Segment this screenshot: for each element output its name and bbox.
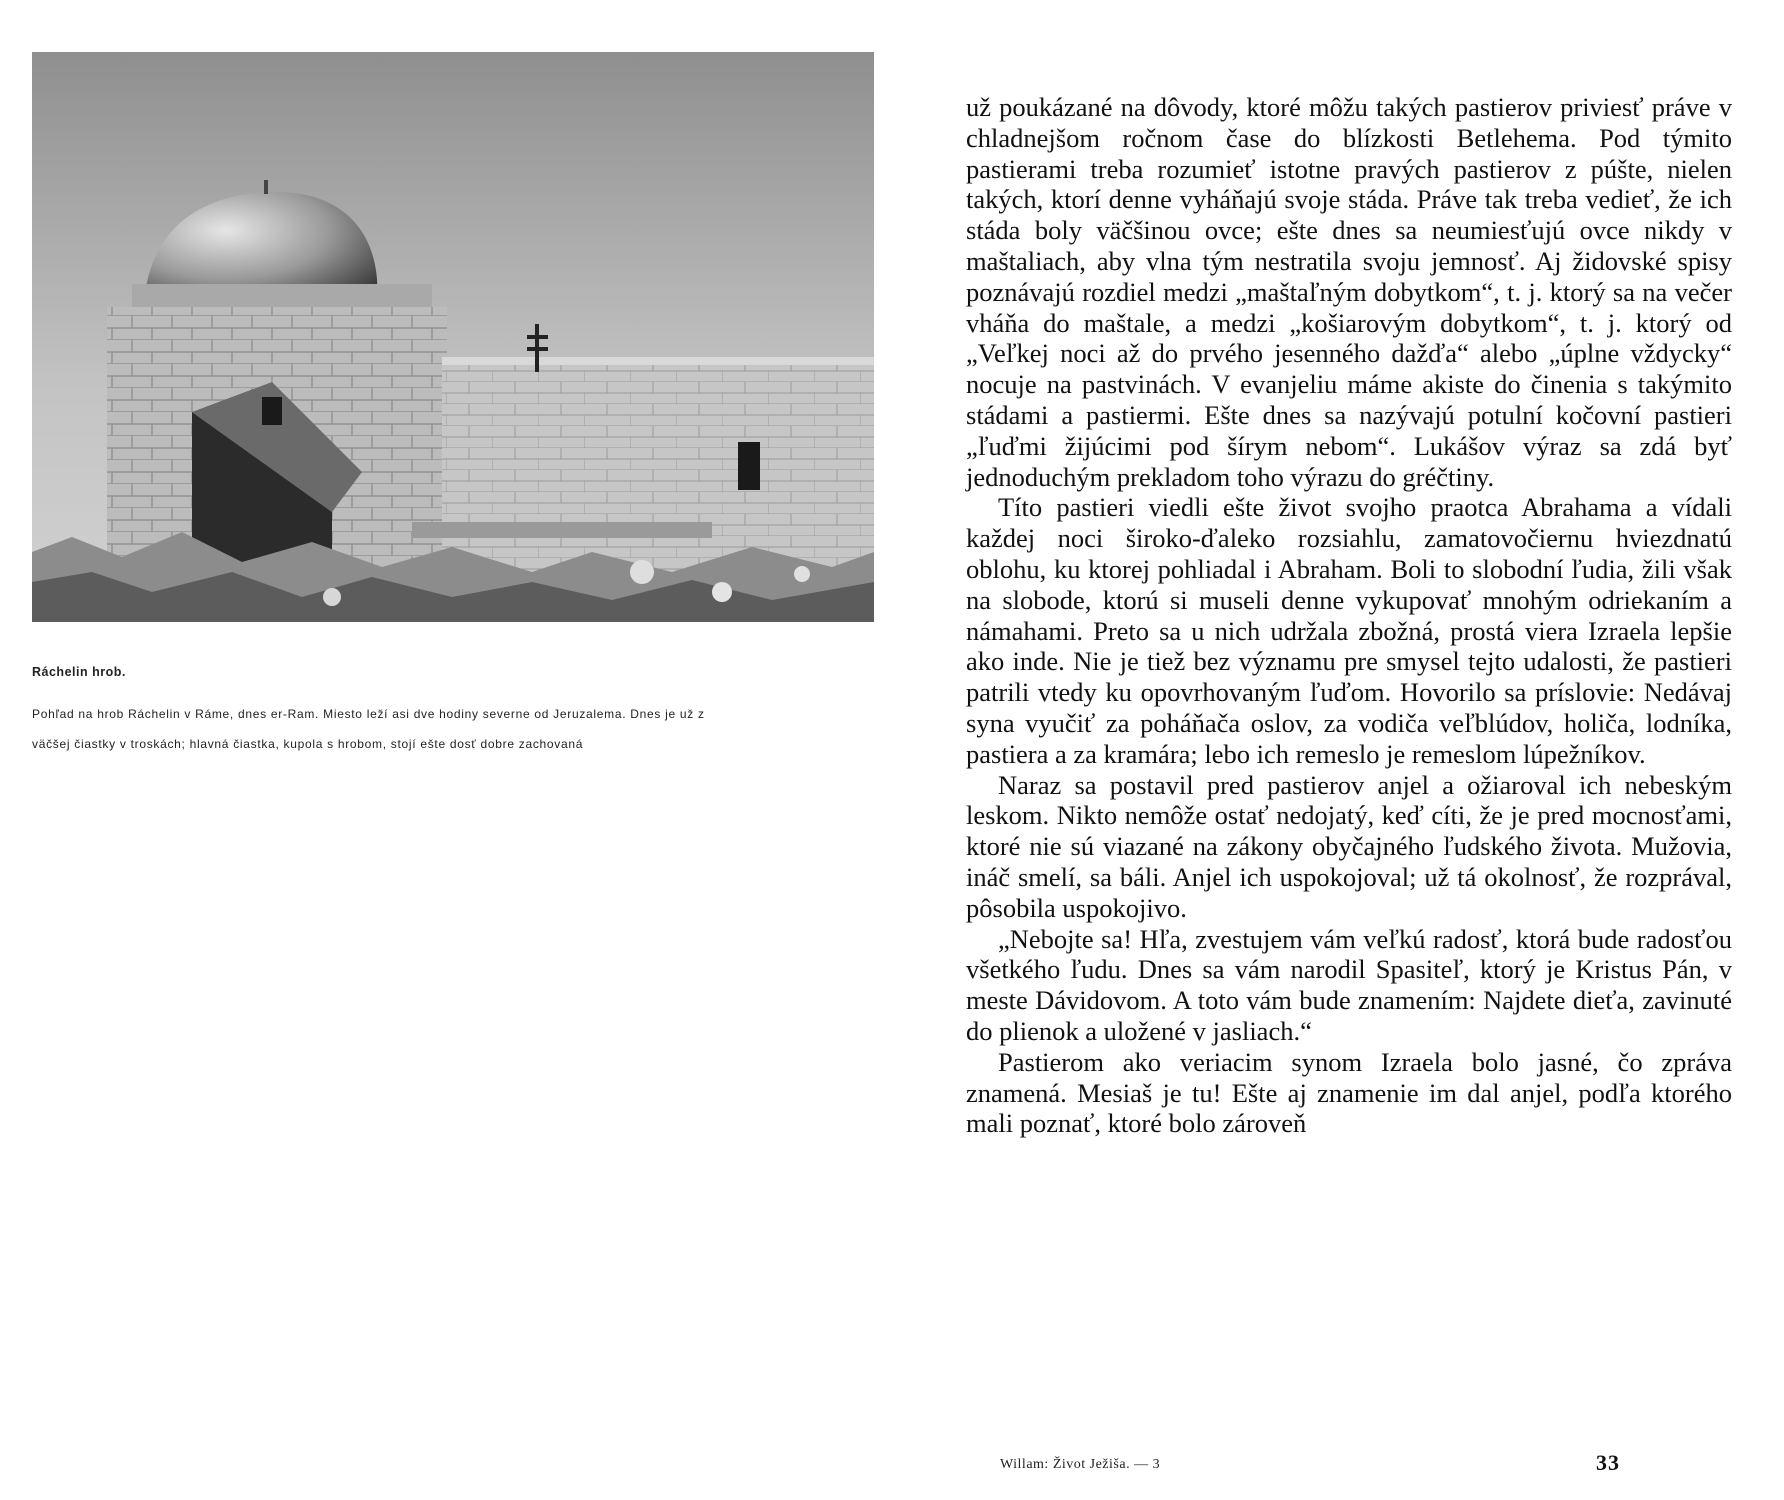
paragraph: „Nebojte sa! Hľa, zvestujem vám veľkú radosť, ktorá bude radosťou všetkého ľudu. Dnes sa vám narodil Spasiteľ, ktorý je Kristus Pán, v meste Dávidovom. A toto vám bude znamením: Najdete dieťa, zavinuté do plienok a uložené v jasliach.“ (966, 923, 1732, 1046)
paragraph: Naraz sa postavil pred pastierov anjel a ožiaroval ich nebeským leskom. Nikto nemôže ostať nedojatý, keď cíti, že je pred mocnosťami, ktoré nie sú viazané na zákony obyčajného ľudského života. Mužovia, ináč smelí, sa báli. Anjel ich uspokojoval; už tá okolnosť, že rozprával, pôsobila uspokojivo. (966, 769, 1732, 923)
main-text-column (966, 92, 1732, 1139)
page-number: 33 (1596, 1450, 1620, 1475)
photo-caption (32, 665, 722, 759)
caption-body: Pohľad na hrob Ráchelin v Ráme, dnes er-Ram. Miesto leží asi dve hodiny severne od Jeruzalema. Dnes je už z väčšej čiastky v troskách; hlavná čiastka, kupola s hrobom, stojí ešte dosť dobre zachovaná (32, 707, 705, 751)
paragraph: už poukázané na dôvody, ktoré môžu takých pastierov priviesť práve v chladnejšom ročnom čase do blízkosti Betlehema. Pod týmito pastierami treba rozumieť istotne pravých pastierov z púšte, nielen takých, ktorí denne vyháňajú svoje stáda. Práve tak treba vedieť, že ich stáda boly väčšinou ovce; ešte dnes sa neumiesťujú ovce nikdy v maštaliach, aby vlna tým nestratila svoju jemnosť. Aj židovské spisy poznávajú rozdiel medzi „maštaľným dobytkom“, t. j. ktorý sa na večer vháňa do maštale, a medzi „košiarovým dobytkom“, t. j. ktorý od „Veľkej noci až do prvého jesenného dažďa“ alebo „úplne vždycky“ nocuje na pastvinách. V evanjeliu máme akiste do činenia s takýmito stádami a pastiermi. Ešte dnes sa nazývajú potulní kočovní pastieri „ľuďmi žijúcimi pod šírym nebom“. Lukášov výraz sa zdá byť jednoduchým prekladom toho výrazu do gréčtiny. (966, 92, 1732, 492)
caption-title: Ráchelin hrob. (32, 665, 126, 679)
paragraph: Pastierom ako veriacim synom Izraela bolo jasné, čo zpráva znamená. Mesiaš je tu! Ešte aj znamenie im dal anjel, podľa ktorého mali poznať, ktoré bolo zároveň (966, 1046, 1732, 1139)
paragraph: Títo pastieri viedli ešte život svojho praotca Abrahama a vídali každej noci široko-ďaleko rozsiahlu, zamatovočiernu hviezdnatú oblohu, ku ktorej pohliadal i Abraham. Boli to slobodní ľudia, žili však na slobode, ktorú si museli denne vykupovať mnohým odriekaním a námahami. Preto sa u nich udržala zbožná, prostá viera Izraela lepšie ako inde. Nie je tiež bez významu pre smysel tejto udalosti, že pastieri patrili vtedy ku opovrhovaným ľuďom. Hovorilo sa príslovie: Nedávaj syna vyučiť za poháňača oslov, za vodiča veľblúdov, holiča, lodníka, pastiera a za kramára; lebo ich remeslo je remeslom lúpežníkov. (966, 492, 1732, 769)
footer-signature: Willam: Život Ježiša. — 3 (1000, 1457, 1161, 1472)
photo-rachel-tomb (32, 52, 874, 622)
tomb-illustration (32, 52, 874, 622)
